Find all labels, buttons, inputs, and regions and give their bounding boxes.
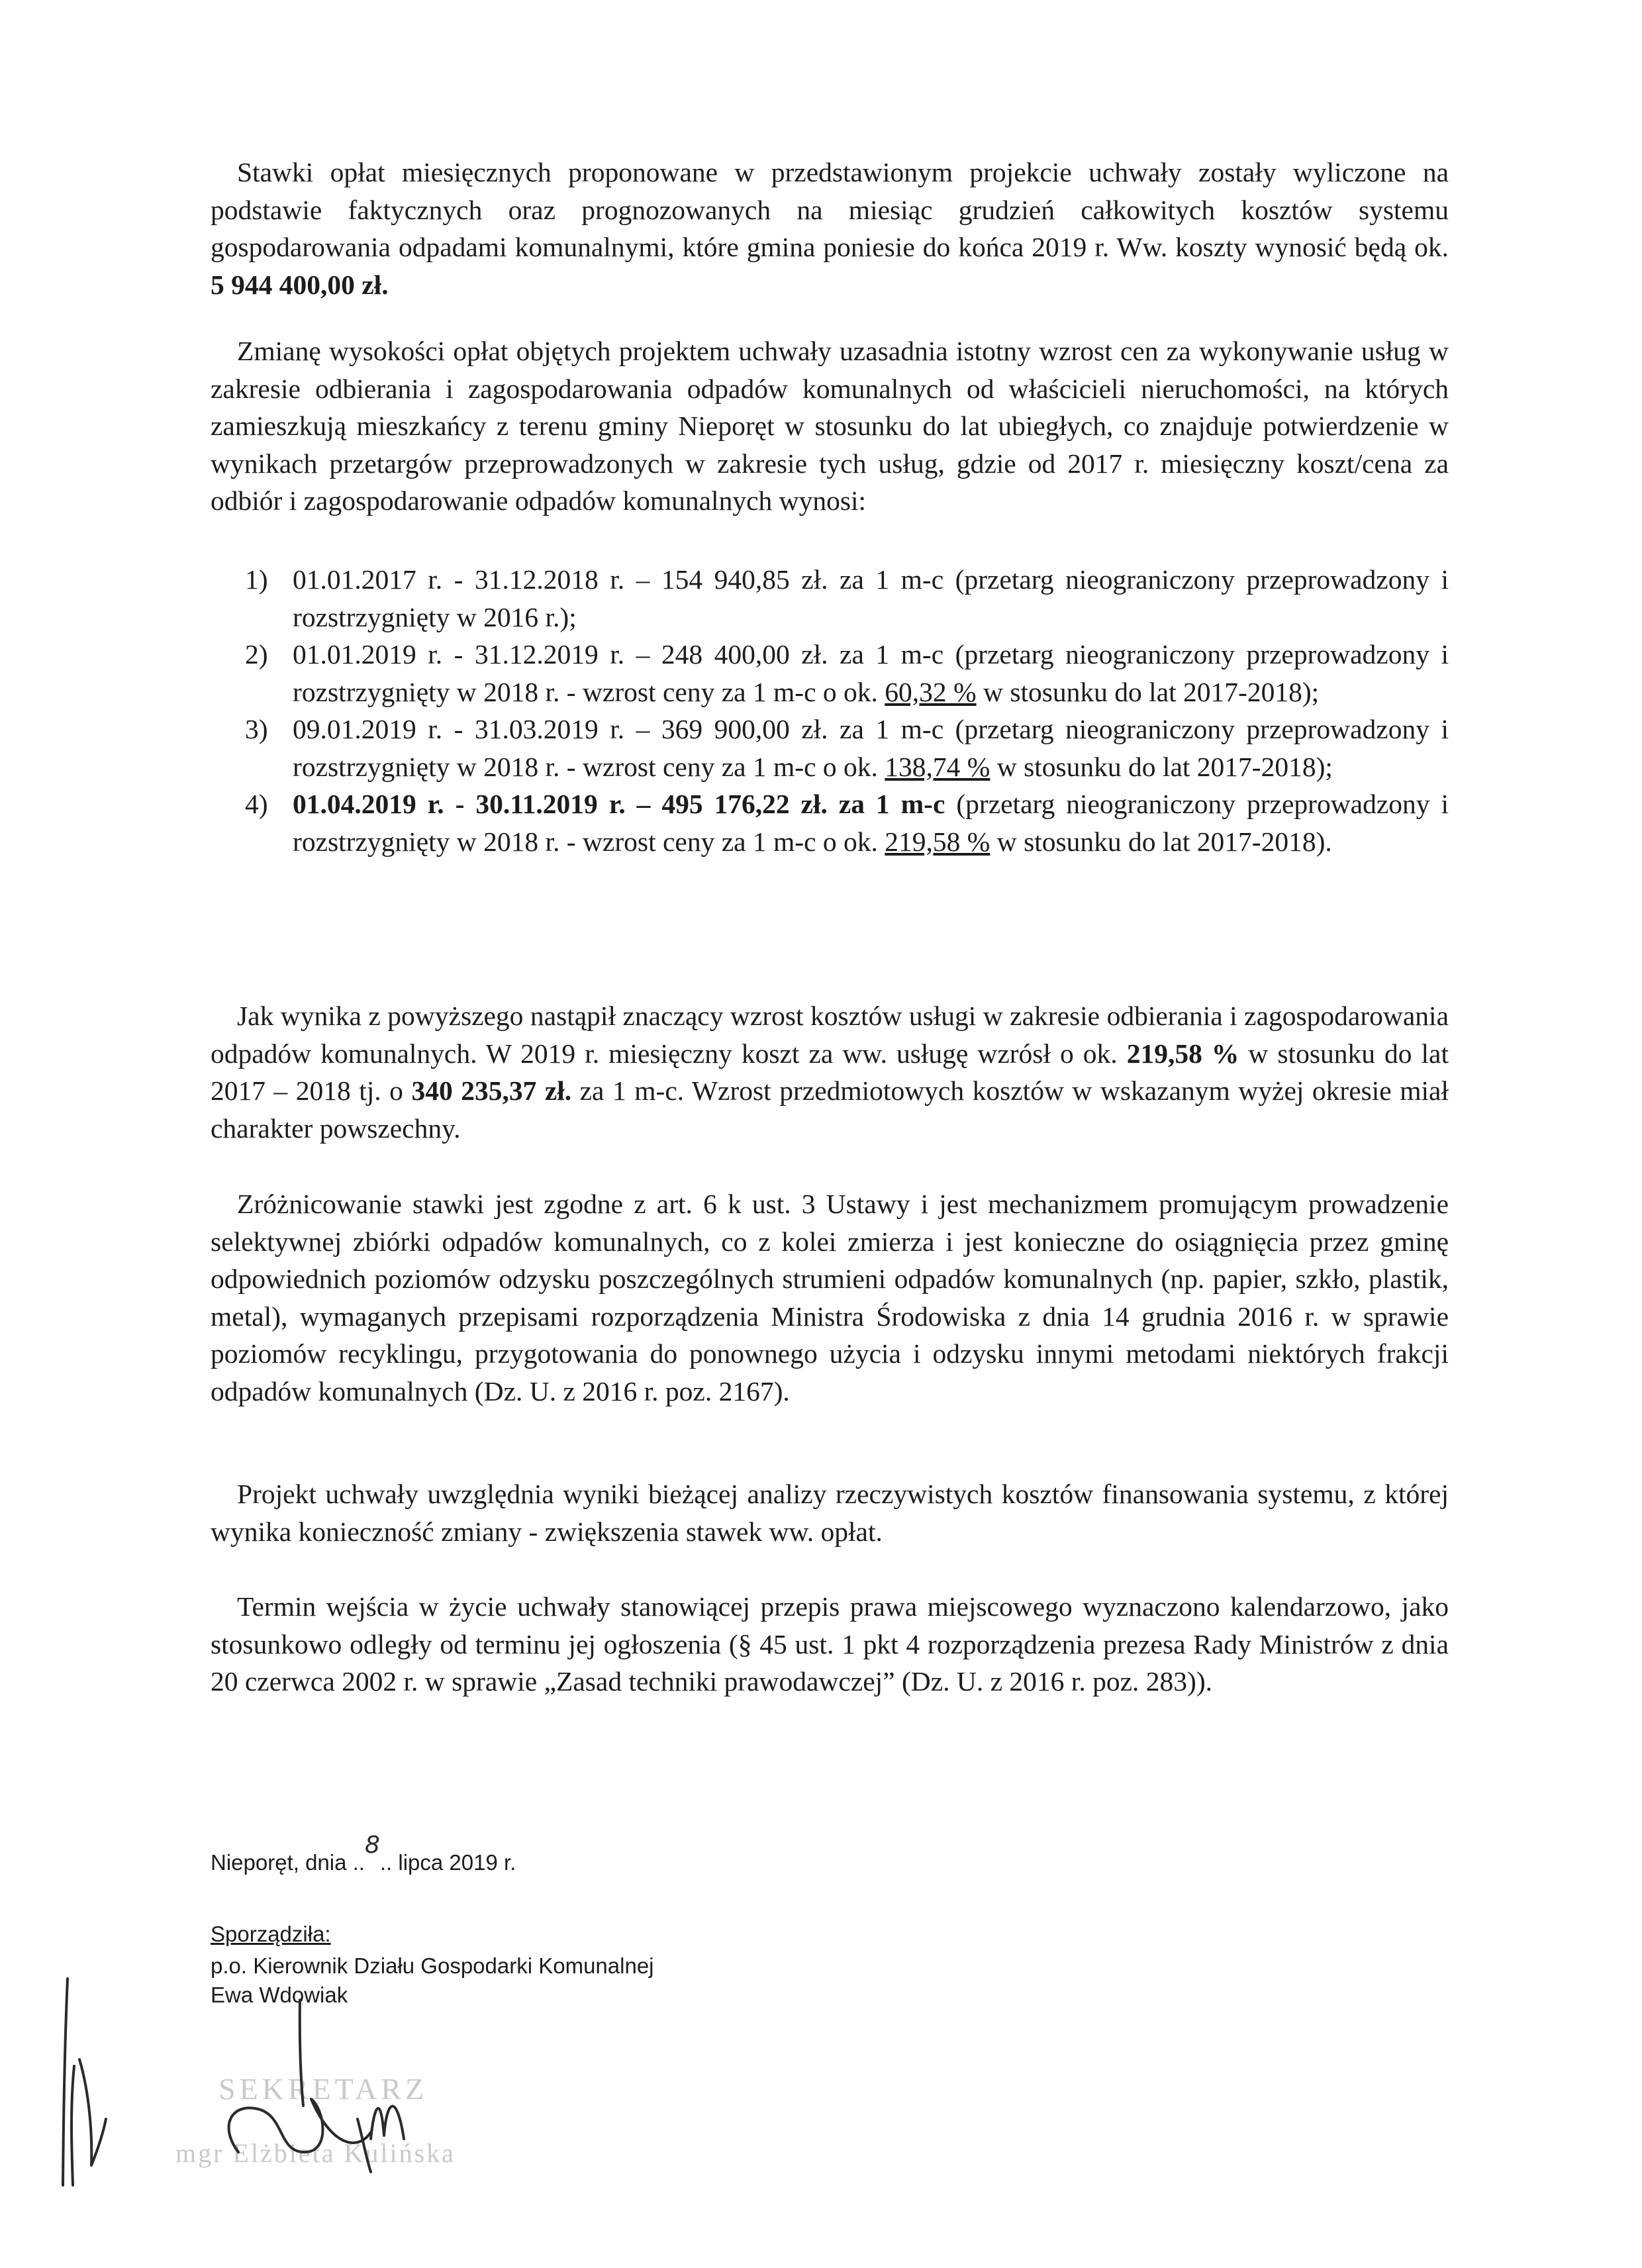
list-item-period: 09.01.2019 r. - 31.03.2019 r. – 369 900,00 zł. za 1 m-c — [293, 714, 944, 744]
list-item-description: (przetarg nieograniczony przeprowadzony i rozstrzygnięty w 2018 r. - wzrost ceny za 1 m-c o ok. — [293, 714, 1449, 782]
paragraph-cost-increase-text-3: za 1 m-c. Wzrost przedmiotowych kosztów w wskazanym wyżej okresie miał charakter powszechny. — [211, 1075, 1449, 1144]
date-line — [211, 1832, 516, 1877]
list-item-description-end: w stosunku do lat 2017-2018). — [990, 826, 1332, 857]
paragraph-cost-increase-text-2: w stosunku do lat 2017 – 2018 tj. o — [211, 1038, 1449, 1106]
stamp-name: mgr Elżbieta Kulińska — [175, 2138, 456, 2168]
list-item-period: 01.01.2017 r. - 31.12.2018 r. – 154 940,85 zł. za 1 m-c — [293, 564, 944, 595]
list-item — [211, 711, 1449, 785]
paragraph-effective-date: Termin wejścia w życie uchwały stanowiącej przepis prawa miejscowego wyznaczono kalendarzowo, jako stosunkowo odległy od terminu jej ogłoszenia (§ 45 ust. 1 pkt 4 rozporządzenia prezesa Rady Ministrów z dnia 20 czerwca 2002 r. w sprawie „Zasad techniki prawodawczej” (Dz. U. z 2016 r. poz. 283)). — [211, 1591, 1449, 1697]
list-item — [211, 636, 1449, 711]
list-item-description-end: w stosunku do lat 2017-2018); — [990, 751, 1333, 782]
author-role: p.o. Kierownik Działu Gospodarki Komunalnej — [211, 1953, 654, 1978]
list-item — [211, 561, 1449, 636]
paragraph-cost-increase — [211, 997, 1449, 1147]
list-item-description: (przetarg nieograniczony przeprowadzony i rozstrzygnięty w 2018 r. - wzrost ceny za 1 m-c o ok. — [293, 789, 1449, 857]
list-item-description: (przetarg nieograniczony przeprowadzony i rozstrzygnięty w 2018 r. - wzrost ceny za 1 m-c o ok. — [293, 639, 1449, 707]
date-suffix: .. lipca 2019 r. — [379, 1850, 516, 1875]
list-item-number: 1) — [245, 564, 268, 595]
handwritten-day: 8 — [364, 1832, 380, 1859]
stamp-title: SEKRETARZ — [218, 2072, 428, 2106]
list-item-percent: 60,32 % — [885, 676, 977, 707]
paragraph-cost-increase-text: Jak wynika z powyższego nastąpił znaczący wzrost kosztów usługi w zakresie odbierania i zagospodarowania odpadów komunalnych. W 2019 r. miesięczny koszt za ww. usługę wzrósł o ok. — [211, 1001, 1449, 1069]
paragraph-cost-basis-text: Stawki opłat miesięcznych proponowane w przedstawionym projekcie uchwały zostały wyliczone na podstawie faktycznych oraz prognozowanych na miesiąc grudzień całkowitych kosztów systemu gospodarowania odpadami komunalnymi, które gmina poniesie do końca 2019 r. Ww. koszty wynosić będą ok. — [211, 157, 1449, 262]
paragraph-rate-change: Zmianę wysokości opłat objętych projektem uchwały uzasadnia istotny wzrost cen za wykonywanie usług w zakresie odbierania i zagospodarowania odpadów komunalnych od właścicieli nieruchomości, na których zamieszkują mieszkańcy z terenu gminy Nieporęt w stosunku do lat ubiegłych, co znajduje potwierdzenie w wynikach przetargów przeprowadzonych w zakresie tych usług, gdzie od 2017 r. miesięczny koszt/cena za odbiór i zagospodarowanie odpadów komunalnych wynosi: — [211, 336, 1449, 516]
list-item-number: 2) — [245, 639, 268, 669]
cost-list — [211, 561, 1449, 860]
paragraph-rate-differentiation: Zróżnicowanie stawki jest zgodne z art. 6 k ust. 3 Ustawy i jest mechanizmem promującym prowadzenie selektywnej zbiórki odpadów komunalnych, co z kolei zmierza i jest konieczne do osiągnięcia przez gminę odpowiednich poziomów odzysku poszczególnych strumieni odpadów komunalnych (np. papier, szkło, plastik, metal), wymaganych przepisami rozporządzenia Ministra Środowiska z dnia 14 grudnia 2016 r. w sprawie poziomów recyklingu, przygotowania do ponownego użycia i odzysku innymi metodami niektórych frakcji odpadów komunalnych (Dz. U. z 2016 r. poz. 2167). — [211, 1189, 1449, 1406]
total-cost-amount: 5 944 400,00 zł. — [211, 269, 389, 300]
date-prefix: Nieporęt, dnia .. — [211, 1850, 365, 1875]
list-item-description: (przetarg nieograniczony przeprowadzony i rozstrzygnięty w 2016 r.); — [293, 564, 1449, 632]
list-item-period: 01.01.2019 r. - 31.12.2019 r. – 248 400,00 zł. za 1 m-c — [293, 639, 944, 669]
author-name: Ewa Wdowiak — [211, 1983, 348, 2007]
list-item — [211, 785, 1449, 860]
paragraph-cost-analysis: Projekt uchwały uwzględnia wyniki bieżącej analizy rzeczywistych kosztów finansowania systemu, z której wynika konieczność zmiany - zwiększenia stawek ww. opłat. — [211, 1479, 1449, 1547]
list-item-description-end: w stosunku do lat 2017-2018); — [976, 676, 1320, 707]
increase-amount: 340 235,37 zł. — [411, 1075, 572, 1106]
list-item-number: 4) — [245, 789, 268, 819]
paragraph-cost-basis — [211, 154, 1449, 303]
increase-percent: 219,58 % — [1126, 1038, 1239, 1069]
list-item-percent: 219,58 % — [885, 826, 990, 857]
list-item-percent: 138,74 % — [885, 751, 990, 782]
list-item-number: 3) — [245, 714, 268, 744]
list-item-period: 01.04.2019 r. - 30.11.2019 r. – 495 176,22 zł. za 1 m-c — [293, 789, 945, 819]
author-heading: Sporządziła: — [211, 1922, 331, 1946]
